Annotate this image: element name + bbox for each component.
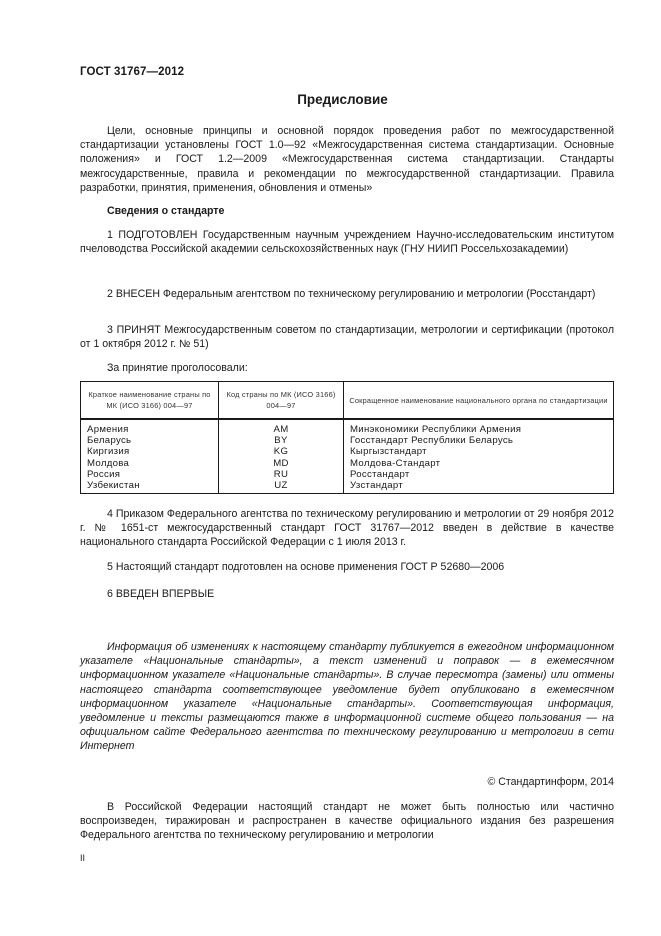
changes-notice: Информация об изменениях к настоящему стандарту публикуется в ежегодном информационном указателе «Национальные стандарты», а текст изменений и поправок — в ежемесячном информационном указателе «Национальные стандарты». В случае пересмотра (замены) или отмены настоящего стандарта соответствующее уведомление будет опубликовано в ежемесячном информационном указателе «Национальные стандарты». Соответствующая информация, уведомление и тексты размещаются также в информационной системе общего пользования — на официальном сайте Федерального агентства по техническому регулированию и метрологии в сети Интернет	[80, 641, 614, 753]
item-6-introduced: 6 ВВЕДЕН ВПЕРВЫЕ	[107, 588, 215, 600]
header-country-code: Код страны по МК (ИСО 3166) 004—97	[219, 382, 344, 420]
country-code: UZ	[219, 480, 344, 494]
standards-body: Молдова-Стандарт	[344, 458, 614, 469]
table-row	[81, 419, 614, 435]
page-number: II	[80, 853, 86, 863]
country-code: RU	[219, 469, 344, 480]
info-heading: Сведения о стандарте	[107, 205, 225, 217]
item-2-submitted: 2 ВНЕСЕН Федеральным агентством по техническому регулированию и метрологии (Росстандарт)	[107, 288, 596, 300]
voted-label: За принятие проголосовали:	[107, 362, 248, 374]
item-3-adopted: 3 ПРИНЯТ Межгосударственным советом по стандартизации, метрологии и сертификации (протокол от 1 октября 2012 г. № 51)	[80, 324, 614, 351]
reproduction-notice: В Российской Федерации настоящий стандарт не может быть полностью или частично воспроизведен, тиражирован и распространен в качестве официального издания без разрешения Федерального агентства по техническому регулированию и метрологии	[80, 801, 614, 842]
page-title: Предисловие	[297, 92, 388, 107]
table-row	[81, 446, 614, 457]
country-name: Узбекистан	[81, 480, 219, 494]
header-standards-body: Сокращенное наименование национального органа по стандартизации	[344, 382, 614, 420]
standards-body: Узстандарт	[344, 480, 614, 494]
country-code: AM	[219, 419, 344, 435]
country-code: BY	[219, 435, 344, 446]
table-row	[81, 458, 614, 469]
intro-paragraph: Цели, основные принципы и основной порядок проведения работ по межгосударственной стандартизации установлены ГОСТ 1.0—92 «Межгосударственная система стандартизации. Основные положения» и ГОСТ 1.2—2009 «Межгосударственная система стандартизации. Стандарты межгосударственные, правила и рекомендации по межгосударственной стандартизации. Правила разработки, принятия, применения, обновления и отмены»	[80, 125, 614, 194]
country-code: KG	[219, 446, 344, 457]
table-header-row	[81, 382, 614, 420]
country-name: Россия	[81, 469, 219, 480]
standards-body: Кыргызстандарт	[344, 446, 614, 457]
item-1-prepared: 1 ПОДГОТОВЛЕН Государственным научным учреждением Научно-исследовательским институтом пчеловодства Российской академии сельскохозяйственных наук (ГНУ НИИП Россельхозакадемии)	[80, 229, 614, 256]
standards-body: Госстандарт Республики Беларусь	[344, 435, 614, 446]
document-code-header: ГОСТ 31767—2012	[80, 66, 185, 78]
item-4-order: 4 Приказом Федерального агентства по техническому регулированию и метрологии от 29 ноября 2012 г. № 1651-ст межгосударственный стандарт ГОСТ 31767—2012 введен в действие в качестве национального стандарта Российской Федерации с 1 июля 2013 г.	[80, 508, 614, 549]
standards-body: Росстандарт	[344, 469, 614, 480]
voting-countries-table	[80, 381, 614, 494]
standards-body: Минэкономики Республики Армения	[344, 419, 614, 435]
item-5-basis: 5 Настоящий стандарт подготовлен на основе применения ГОСТ Р 52680—2006	[107, 561, 505, 573]
table-row	[81, 435, 614, 446]
header-country-name: Краткое наименование страны по МК (ИСО 3166) 004—97	[81, 382, 219, 420]
country-code: MD	[219, 458, 344, 469]
country-name: Армения	[81, 419, 219, 435]
country-name: Беларусь	[81, 435, 219, 446]
table-row	[81, 480, 614, 494]
country-name: Молдова	[81, 458, 219, 469]
table-row	[81, 469, 614, 480]
country-name: Киргизия	[81, 446, 219, 457]
copyright-notice: © Стандартинформ, 2014	[487, 776, 614, 788]
